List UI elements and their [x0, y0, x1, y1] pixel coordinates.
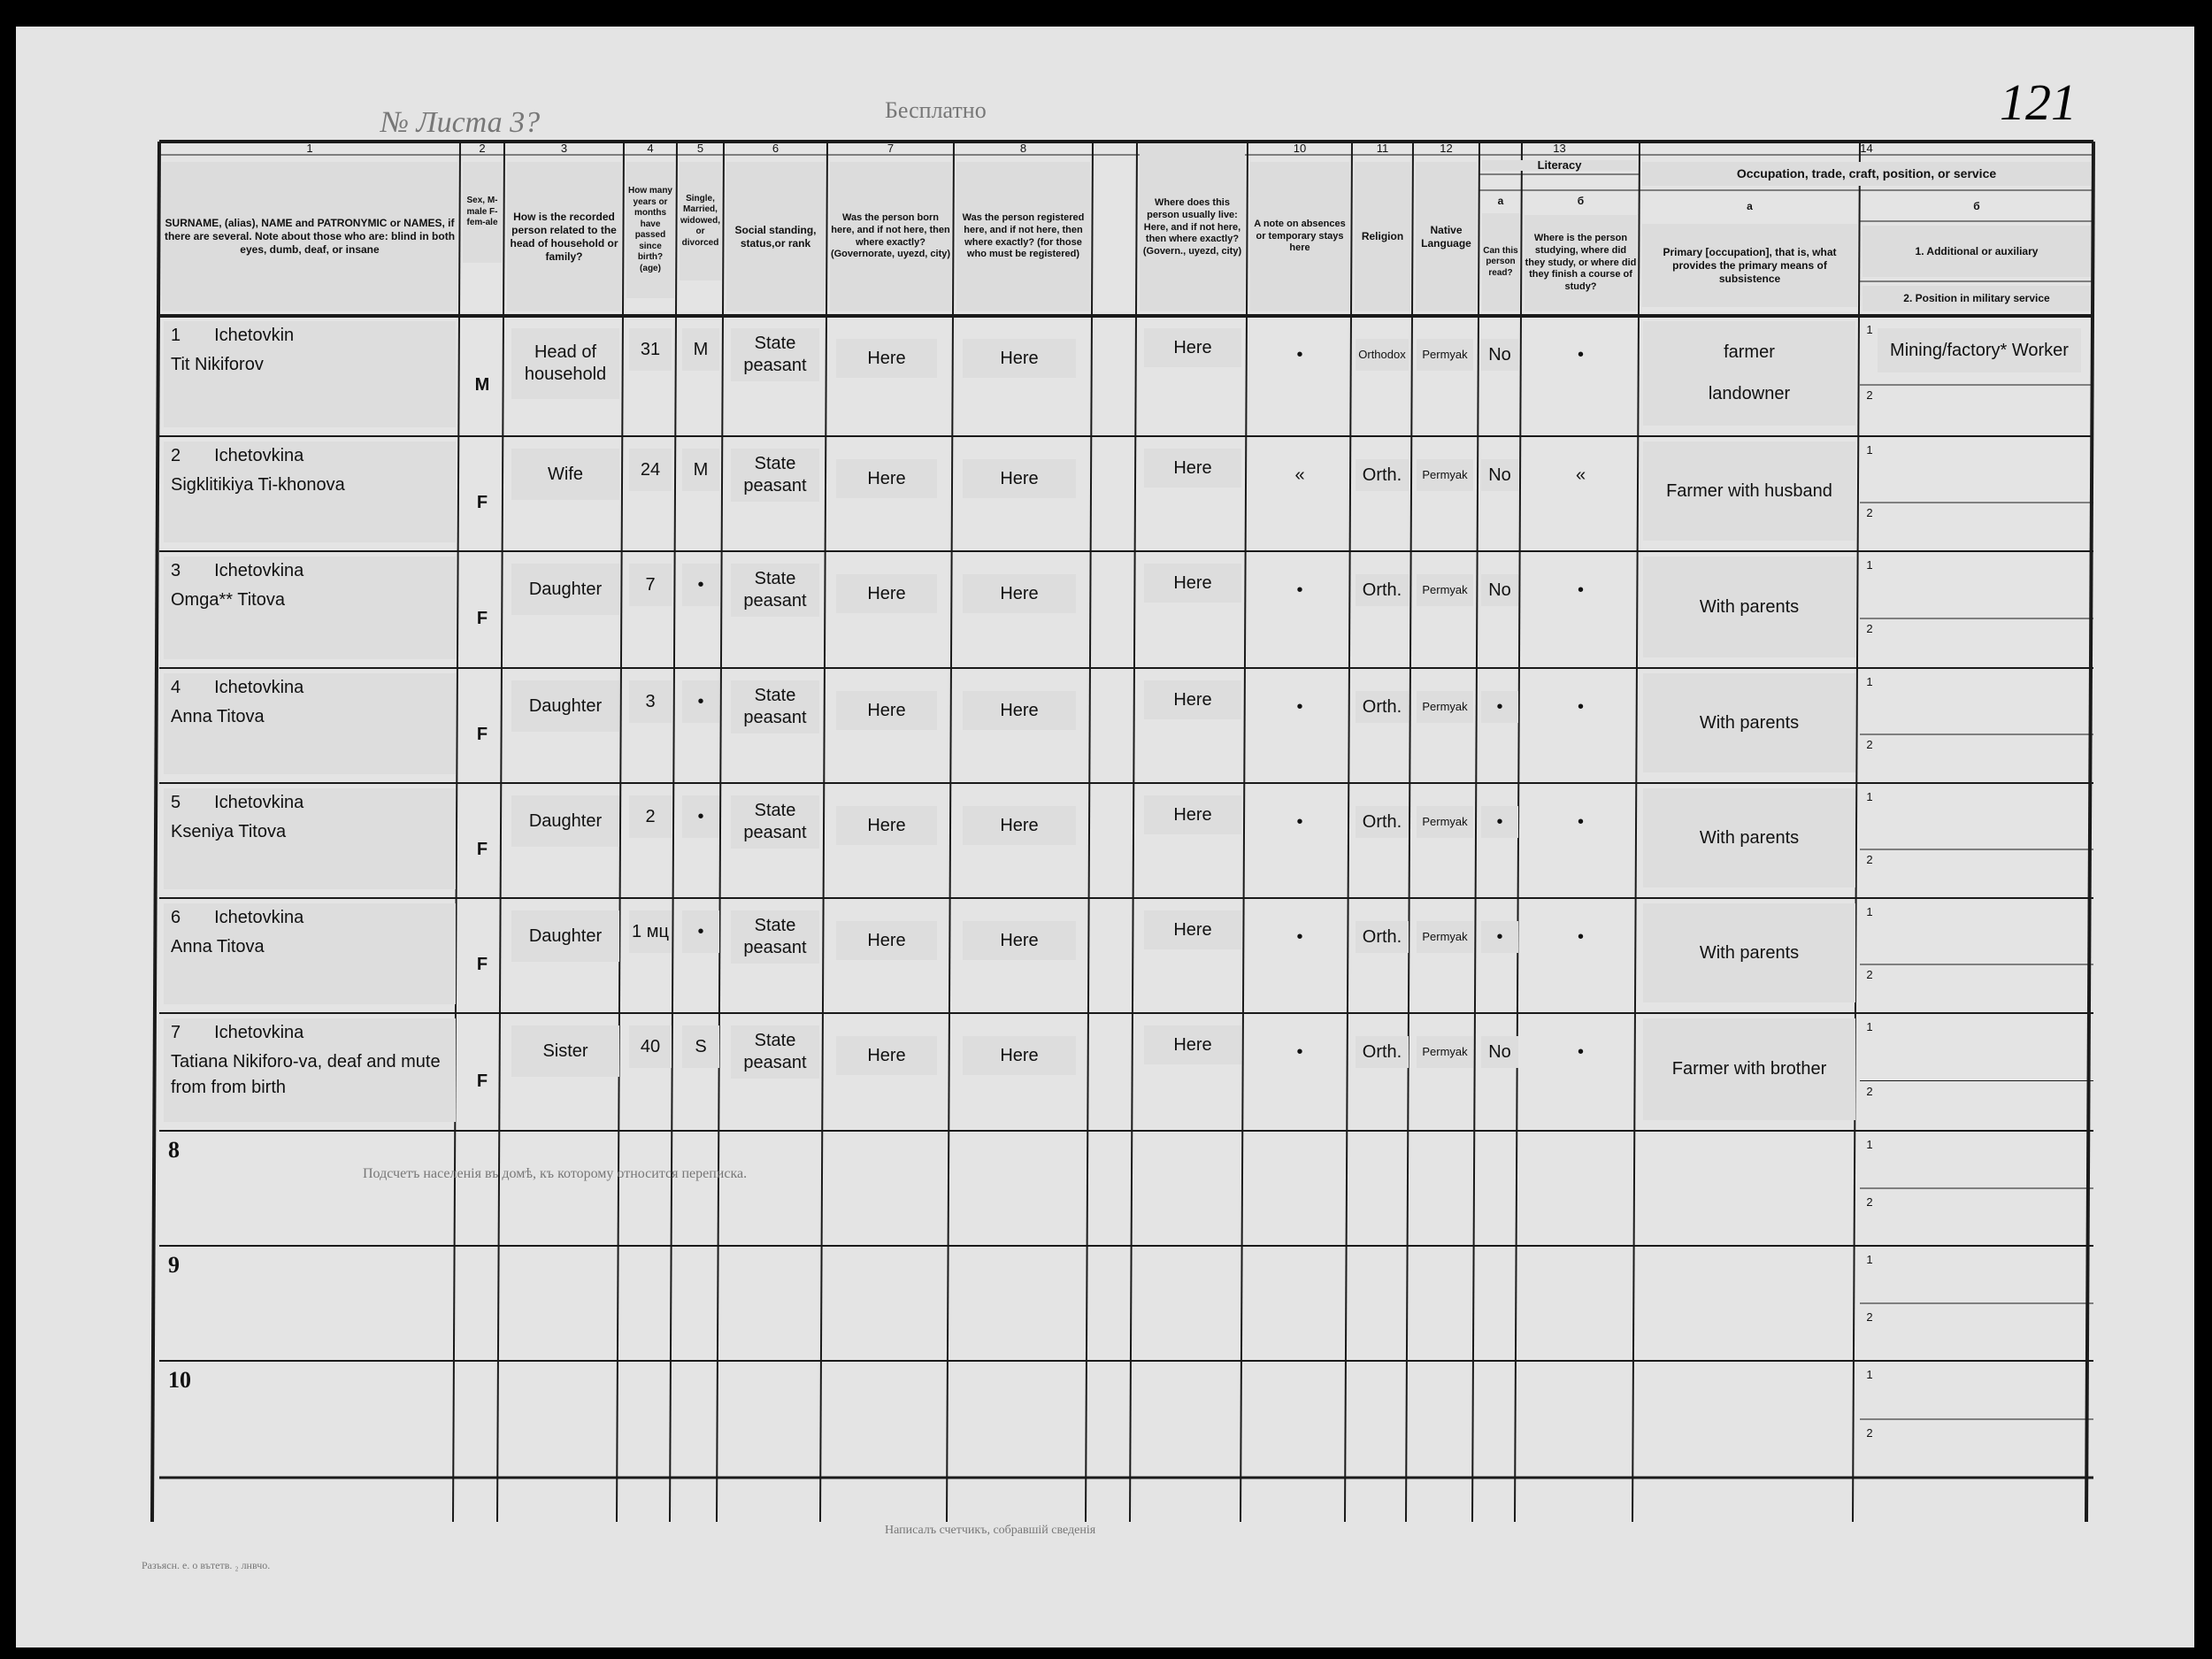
aux-sub-one: 1 — [1866, 905, 1873, 918]
studied-value: • — [1577, 580, 1584, 600]
status-value: State peasant — [731, 910, 819, 964]
col6-number: 6 — [772, 142, 780, 155]
person-number: 7 — [171, 1023, 181, 1042]
person-number: 3 — [171, 561, 181, 580]
column-line — [1472, 142, 1479, 1522]
sex-value: F — [476, 840, 488, 859]
status-value: State peasant — [731, 449, 819, 502]
column-line — [497, 142, 504, 1522]
surname: Ichetovkina — [214, 793, 304, 812]
age-value: 24 — [629, 449, 672, 491]
age-value: 31 — [629, 328, 672, 371]
occupation-value: Farmer with brother — [1643, 1018, 1855, 1120]
surname: Ichetovkina — [214, 1023, 304, 1042]
aux-sub-one: 1 — [1866, 1253, 1873, 1266]
sheet-number-label: № Листа 3? — [380, 106, 541, 139]
marital-value: • — [682, 910, 719, 953]
religion-value: Orth. — [1356, 691, 1409, 723]
aux-sub-two: 2 — [1866, 968, 1873, 981]
col8-number: 8 — [1019, 142, 1027, 155]
language-value: Permyak — [1417, 1036, 1473, 1068]
born-value: Here — [836, 339, 937, 378]
status-value: State peasant — [731, 1025, 819, 1079]
person-number-surname — [171, 445, 449, 467]
literate-value: • — [1481, 691, 1518, 723]
faded-print: Бесплатно — [885, 97, 987, 123]
given-names: Anna Titova — [171, 707, 265, 726]
absence-value: • — [1296, 697, 1303, 717]
col4-number: 4 — [647, 142, 654, 155]
age-value: 3 — [629, 680, 672, 723]
studied-value: « — [1575, 465, 1586, 485]
religion-value: Orth. — [1356, 459, 1409, 491]
born-value: Here — [836, 921, 937, 960]
name-cell — [164, 442, 456, 542]
given-names: Tatiana Nikiforo-va, deaf and mute from from birth — [171, 1052, 441, 1097]
col11-header: Religion — [1355, 162, 1410, 311]
given-names: Sigklitikiya Ti-khonova — [171, 475, 345, 495]
age-value: 7 — [629, 564, 672, 606]
absence-value: • — [1296, 345, 1303, 365]
religion-value: Orth. — [1356, 574, 1409, 606]
col1-number: 1 — [306, 142, 313, 155]
lives-value: Here — [1144, 910, 1241, 949]
studied-value: • — [1577, 345, 1584, 365]
lives-value: Here — [1144, 680, 1241, 719]
footer-left-note: Разъясн. е. о вътетв. ₂ лнвчо. — [142, 1559, 271, 1571]
column-line — [947, 142, 954, 1522]
born-value: Here — [836, 691, 937, 730]
marital-value: • — [682, 564, 719, 606]
surname: Ichetovkina — [214, 561, 304, 580]
empty-row-number: 9 — [168, 1252, 180, 1278]
col14-number: 14 — [1860, 142, 1873, 155]
marital-value: S — [682, 1025, 719, 1068]
given-names: Omga** Titova — [171, 590, 285, 610]
military-header: 2. Position in military service — [1863, 286, 2091, 311]
sex-value: F — [476, 493, 488, 512]
born-value: Here — [836, 574, 937, 613]
literate-value: • — [1481, 806, 1518, 838]
col3-header: How is the recorded person related to the head of household or family? — [507, 162, 621, 311]
sex-value: F — [476, 1071, 488, 1091]
col5-number: 5 — [696, 142, 704, 155]
born-value: Here — [836, 459, 937, 498]
registered-value: Here — [963, 1036, 1076, 1075]
aux-sub-two: 2 — [1866, 1195, 1873, 1209]
religion-value: Orth. — [1356, 1036, 1409, 1068]
marital-value: • — [682, 680, 719, 723]
absence-value: • — [1296, 812, 1303, 832]
surname: Ichetovkina — [214, 908, 304, 927]
col12-header: Native Language — [1416, 162, 1477, 311]
person-number: 4 — [171, 678, 181, 697]
col2-header: Sex, M-male F-fem-ale — [463, 162, 502, 263]
aux-sub-one: 1 — [1866, 443, 1873, 457]
relation-value: Daughter — [511, 564, 619, 615]
col10-header: A note on absences or temporary stays here — [1250, 162, 1349, 311]
name-cell — [164, 788, 456, 889]
occupation-value: With parents — [1643, 903, 1855, 1002]
col12-number: 12 — [1440, 142, 1453, 155]
person-number-surname — [171, 907, 449, 929]
surname: Ichetovkin — [214, 326, 295, 345]
registered-value: Here — [963, 806, 1076, 845]
aux-sub-two: 2 — [1866, 853, 1873, 866]
person-number: 2 — [171, 446, 181, 465]
religion-value: Orth. — [1356, 806, 1409, 838]
name-cell — [164, 903, 456, 1004]
language-value: Permyak — [1417, 574, 1473, 606]
language-value: Permyak — [1417, 459, 1473, 491]
studied-value: • — [1577, 812, 1584, 832]
language-value: Permyak — [1417, 691, 1473, 723]
auxiliary-header: 1. Additional or auxiliary — [1863, 226, 2091, 277]
language-value: Permyak — [1417, 921, 1473, 953]
literacy-b-header: Where is the person studying, where did they study, or where did they finish a course of study? — [1525, 215, 1637, 311]
name-cell — [164, 321, 456, 427]
sex-value: F — [476, 725, 488, 744]
literate-value: No — [1481, 1036, 1518, 1068]
studied-value: • — [1577, 1042, 1584, 1062]
lives-value: Here — [1144, 1025, 1241, 1064]
language-value: Permyak — [1417, 339, 1473, 371]
born-value: Here — [836, 806, 937, 845]
aux-sub-one: 1 — [1866, 558, 1873, 572]
column-line — [1130, 142, 1137, 1522]
column-line — [820, 142, 827, 1522]
person-number: 6 — [171, 908, 181, 927]
name-cell — [164, 557, 456, 659]
name-cell — [164, 673, 456, 774]
occupation-value: Farmer with husband — [1643, 442, 1855, 541]
absence-value: « — [1294, 465, 1305, 485]
col10-number: 10 — [1293, 142, 1307, 155]
literate-value: No — [1481, 574, 1518, 606]
col7-number: 7 — [887, 142, 895, 155]
marital-value: M — [682, 449, 719, 491]
aux-sub-two: 2 — [1866, 1310, 1873, 1324]
age-value: 40 — [629, 1025, 672, 1068]
literacy-header: Literacy — [1482, 160, 1637, 171]
relation-value: Head of household — [511, 328, 619, 399]
aux-sub-one: 1 — [1866, 323, 1873, 336]
sex-value: M — [474, 375, 490, 395]
status-value: State peasant — [731, 795, 819, 849]
status-value: State peasant — [731, 564, 819, 617]
registered-value: Here — [963, 921, 1076, 960]
col1-header: SURNAME, (alias), NAME and PATRONYMIC or NAMES, if there are several. Note about those who are: blind in both eyes, dumb, deaf, or insane — [162, 162, 457, 311]
column-line — [152, 142, 159, 1522]
aux-sub-one: 1 — [1866, 675, 1873, 688]
literate-value: • — [1481, 921, 1518, 953]
occupation-header: Occupation, trade, craft, position, or service — [1642, 162, 2091, 186]
aux-sub-one: 1 — [1866, 1138, 1873, 1151]
aux-sub-one: 1 — [1866, 1020, 1873, 1033]
literacy-a-label: а — [1497, 195, 1504, 207]
registered-value: Here — [963, 459, 1076, 498]
col3-number: 3 — [560, 142, 568, 155]
status-value: State peasant — [731, 328, 819, 381]
aux-sub-two: 2 — [1866, 1426, 1873, 1440]
religion-value: Orthodox — [1356, 339, 1409, 371]
lives-value: Here — [1144, 449, 1241, 488]
born-value: Here — [836, 1036, 937, 1075]
lives-value: Here — [1144, 564, 1241, 603]
relation-value: Daughter — [511, 910, 619, 962]
column-line — [2086, 142, 2093, 1522]
given-names: Tit Nikiforov — [171, 355, 264, 374]
col9-header: Where does this person usually live: Here, and if not here, then where exactly? (Govern., uyezd, city) — [1140, 144, 1245, 311]
aux-sub-one: 1 — [1866, 1368, 1873, 1381]
person-number: 1 — [171, 326, 181, 345]
relation-value: Wife — [511, 449, 619, 500]
col2-number: 2 — [479, 142, 486, 155]
empty-row-number: 8 — [168, 1137, 180, 1163]
literate-value: No — [1481, 339, 1518, 371]
person-number-surname — [171, 1022, 449, 1044]
surname: Ichetovkina — [214, 446, 304, 465]
age-value: 1 мц — [629, 910, 672, 953]
lives-value: Here — [1144, 795, 1241, 834]
aux-sub-two: 2 — [1866, 738, 1873, 751]
person-number-surname — [171, 325, 449, 347]
language-value: Permyak — [1417, 806, 1473, 838]
marital-value: M — [682, 328, 719, 371]
person-number-surname — [171, 560, 449, 582]
person-number-surname — [171, 677, 449, 699]
col5-header: Single, Married, widowed, or divorced — [680, 162, 721, 280]
col13-number: 13 — [1553, 142, 1566, 155]
marital-value: • — [682, 795, 719, 838]
occupation-value: With parents — [1643, 788, 1855, 887]
footer-signature-note: Написалъ счетчикъ, собравшiй сведенiя — [885, 1524, 1096, 1537]
person-number-surname — [171, 792, 449, 814]
given-names: Kseniya Titova — [171, 822, 287, 841]
literacy-b-label: б — [1577, 195, 1585, 207]
absence-value: • — [1296, 927, 1303, 947]
literate-value: No — [1481, 459, 1518, 491]
occupation-a-label: а — [1747, 200, 1753, 212]
occupation-primary: farmer — [1724, 342, 1775, 362]
status-value: State peasant — [731, 680, 819, 733]
occupation-value — [1643, 321, 1855, 426]
registered-value: Here — [963, 339, 1076, 378]
col8-header: Was the person registered here, and if not here, then where exactly? (for those who must be registered) — [956, 162, 1090, 311]
auxiliary-value: Mining/factory* Worker — [1878, 328, 2081, 373]
aux-sub-two: 2 — [1866, 622, 1873, 635]
aux-sub-two: 2 — [1866, 1084, 1873, 1098]
absence-value: • — [1296, 1042, 1303, 1062]
aux-sub-one: 1 — [1866, 790, 1873, 803]
footer-count-note: Подсчетъ населенiя въ домѣ, къ которому относится переписка. — [363, 1166, 748, 1181]
registered-value: Here — [963, 691, 1076, 730]
sex-value: F — [476, 955, 488, 974]
col4-header: How many years or months have passed since birth? (age) — [626, 162, 674, 298]
relation-value: Daughter — [511, 680, 619, 732]
empty-row-number: 10 — [168, 1367, 191, 1393]
surname: Ichetovkina — [214, 678, 304, 697]
religion-value: Orth. — [1356, 921, 1409, 953]
aux-sub-two: 2 — [1866, 506, 1873, 519]
occupation-secondary: landowner — [1708, 384, 1791, 403]
lives-value: Here — [1144, 328, 1241, 367]
literacy-a-header: Can this person read? — [1482, 213, 1519, 311]
studied-value: • — [1577, 697, 1584, 717]
absence-value: • — [1296, 580, 1303, 600]
relation-value: Daughter — [511, 795, 619, 847]
aux-sub-two: 2 — [1866, 388, 1873, 402]
column-line — [1086, 142, 1093, 1522]
person-number: 5 — [171, 793, 181, 812]
given-names: Anna Titova — [171, 937, 265, 956]
sex-value: F — [476, 609, 488, 628]
occupation-value: With parents — [1643, 557, 1855, 657]
occupation-value: With parents — [1643, 673, 1855, 772]
col7-header: Was the person born here, and if not here, then where exactly? (Governorate, uyezd, city) — [830, 162, 951, 311]
col6-header: Social standing, status,or rank — [726, 162, 825, 311]
name-cell — [164, 1018, 456, 1122]
occupation-a-header: Primary [occupation], that is, what provides the primary means of subsistence — [1642, 224, 1857, 307]
column-line — [1240, 142, 1248, 1522]
studied-value: • — [1577, 927, 1584, 947]
relation-value: Sister — [511, 1025, 619, 1077]
age-value: 2 — [629, 795, 672, 838]
col11-number: 11 — [1376, 142, 1389, 155]
registered-value: Here — [963, 574, 1076, 613]
page-number: 121 — [2000, 73, 2077, 131]
occupation-b-label: б — [1973, 200, 1980, 212]
